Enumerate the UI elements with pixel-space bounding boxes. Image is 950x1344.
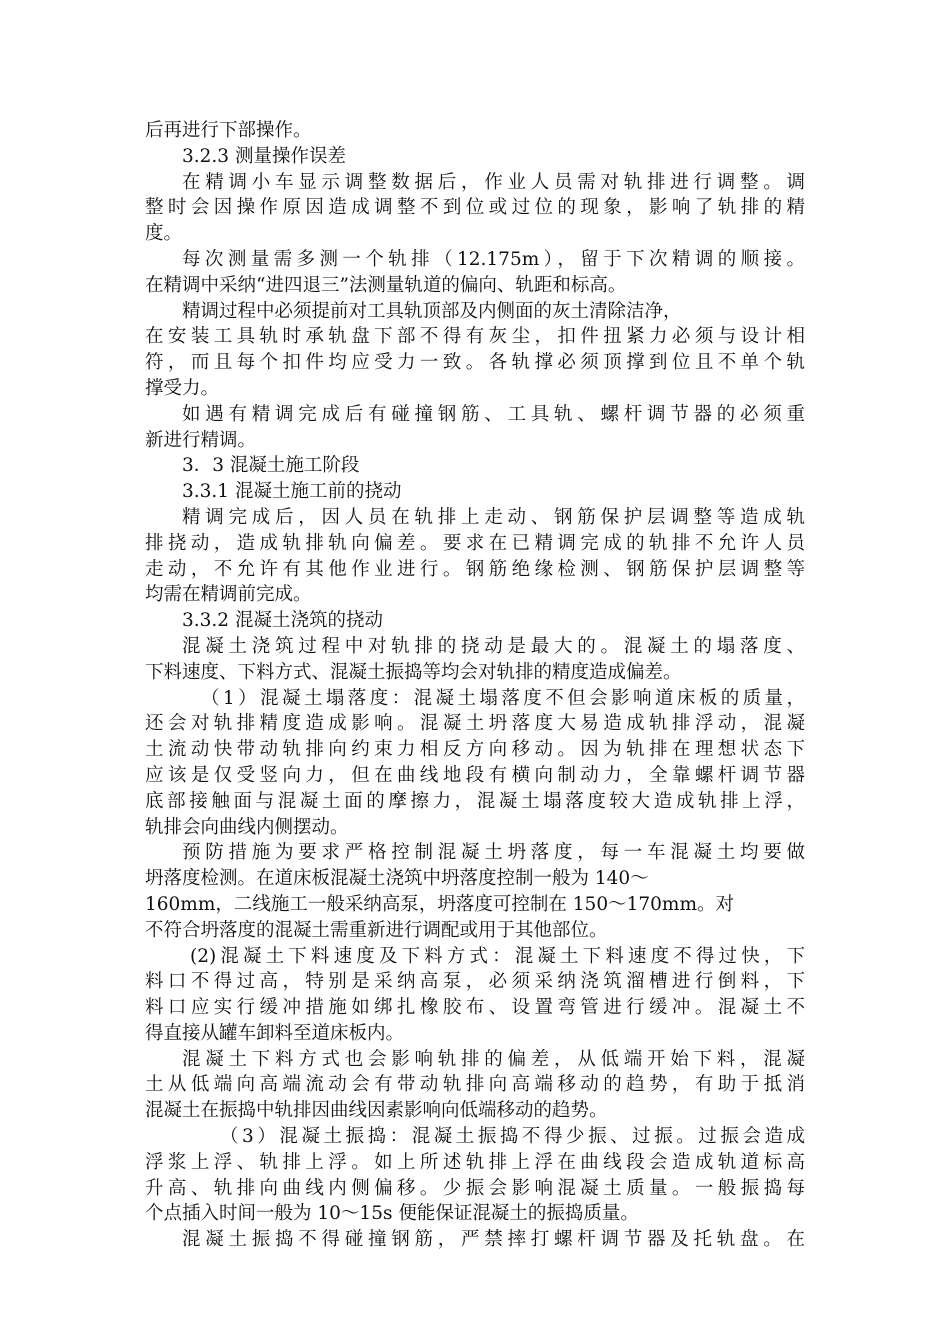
text-line: 整时会因操作原因造成调整不到位或过位的现象，影响了轨排的精 — [145, 197, 805, 219]
text-line: 预防措施为要求严格控制混凝土坍落度，每一车混凝土均要做 — [182, 842, 805, 864]
text-line: 混凝土在振捣中轨排因曲线因素影响向低端移动的趋势。 — [145, 1100, 608, 1122]
text-line: 不符合坍落度的混凝土需重新进行调配或用于其他部位。 — [145, 919, 608, 941]
text-line: 在精调中采纳“进四退三”法测量轨道的偏向、轨距和标高。 — [145, 274, 627, 296]
text-line: 坍落度检测。在道床板混凝土浇筑中坍落度控制一般为 140～ — [145, 868, 649, 890]
text-line: 得直接从罐车卸料至道床板内。 — [145, 1022, 405, 1044]
text-line: （1）混凝土塌落度：混凝土塌落度不但会影响道床板的质量， — [201, 687, 805, 709]
text-line: 如遇有精调完成后有碰撞钢筋、工具轨、螺杆调节器的必须重 — [182, 403, 805, 425]
text-line: 料口不得过高，特别是采纳高泵，必须采纳浇筑溜槽进行倒料，下 — [145, 971, 805, 993]
text-line: 3.3.1 混凝土施工前的挠动 — [182, 481, 402, 503]
text-line: (2)混凝土下料速度及下料方式：混凝土下料速度不得过快，下 — [190, 945, 805, 967]
text-line: 精调过程中必须提前对工具轨顶部及内侧面的灰土清除洁净， — [182, 300, 682, 322]
text-line: （3）混凝土振捣：混凝土振捣不得少振、过振。过振会造成 — [220, 1126, 805, 1148]
text-line: 3．3 混凝土施工阶段 — [182, 455, 360, 477]
text-line: 下料速度、下料方式、混凝土振捣等均会对轨排的精度造成偏差。 — [145, 661, 682, 683]
text-line: 浮浆上浮、轨排上浮。如上所述轨排上浮在曲线段会造成轨道标高 — [145, 1151, 805, 1173]
text-line: 个点插入时间一般为 10～15s 便能保证混凝土的振捣质量。 — [145, 1203, 639, 1225]
text-line: 新进行精调。 — [145, 429, 257, 451]
text-line: 走动，不允许有其他作业进行。钢筋绝缘检测、钢筋保护层调整等 — [145, 558, 805, 580]
text-line: 土流动快带动轨排向约束力相反方向移动。因为轨排在理想状态下 — [145, 739, 805, 761]
text-line: 3.3.2 混凝土浇筑的挠动 — [182, 610, 383, 632]
text-line: 混凝土振捣不得碰撞钢筋，严禁摔打螺杆调节器及托轨盘。在 — [182, 1229, 805, 1251]
text-line: 在安装工具轨时承轨盘下部不得有灰尘，扣件扭紧力必须与设计相 — [145, 326, 805, 348]
text-line: 度。 — [145, 223, 183, 245]
text-line: 160mm，二线施工一般采纳高泵，坍落度可控制在 150～170mm。对 — [145, 893, 734, 915]
text-line: 混凝土下料方式也会影响轨排的偏差，从低端开始下料，混凝 — [182, 1048, 805, 1070]
text-line: 每次测量需多测一个轨排（12.175m），留于下次精调的顺接。 — [182, 248, 805, 270]
text-line: 符，而且每个扣件均应受力一致。各轨撑必须顶撑到位且不单个轨 — [145, 352, 805, 374]
text-line: 轨排会向曲线内侧摆动。 — [145, 816, 349, 838]
text-line: 土从低端向高端流动会有带动轨排向高端移动的趋势，有助于抵消 — [145, 1074, 805, 1096]
text-line: 升高、轨排向曲线内侧偏移。少振会影响混凝土质量。一般振捣每 — [145, 1177, 805, 1199]
text-line: 还会对轨排精度造成影响。混凝土坍落度大易造成轨排浮动，混凝 — [145, 713, 805, 735]
text-line: 排挠动，造成轨排轨向偏差。要求在已精调完成的轨排不允许人员 — [145, 532, 805, 554]
text-line: 在精调小车显示调整数据后，作业人员需对轨排进行调整。调 — [182, 171, 805, 193]
text-line: 均需在精调前完成。 — [145, 584, 312, 606]
text-line: 混凝土浇筑过程中对轨排的挠动是最大的。混凝土的塌落度、 — [182, 635, 805, 657]
text-line: 料口应实行缓冲措施如绑扎橡胶布、设置弯管进行缓冲。混凝土不 — [145, 997, 805, 1019]
document-page — [145, 118, 805, 1253]
text-line: 精调完成后，因人员在轨排上走动、钢筋保护层调整等造成轨 — [182, 506, 805, 528]
text-line: 3.2.3 测量操作误差 — [182, 145, 346, 167]
text-line: 应该是仅受竖向力，但在曲线地段有横向制动力，全靠螺杆调节器 — [145, 764, 805, 786]
text-line: 后再进行下部操作。 — [145, 120, 312, 141]
text-line: 底部接触面与混凝土面的摩擦力，混凝土塌落度较大造成轨排上浮， — [145, 790, 805, 812]
text-line: 撑受力。 — [145, 377, 220, 399]
